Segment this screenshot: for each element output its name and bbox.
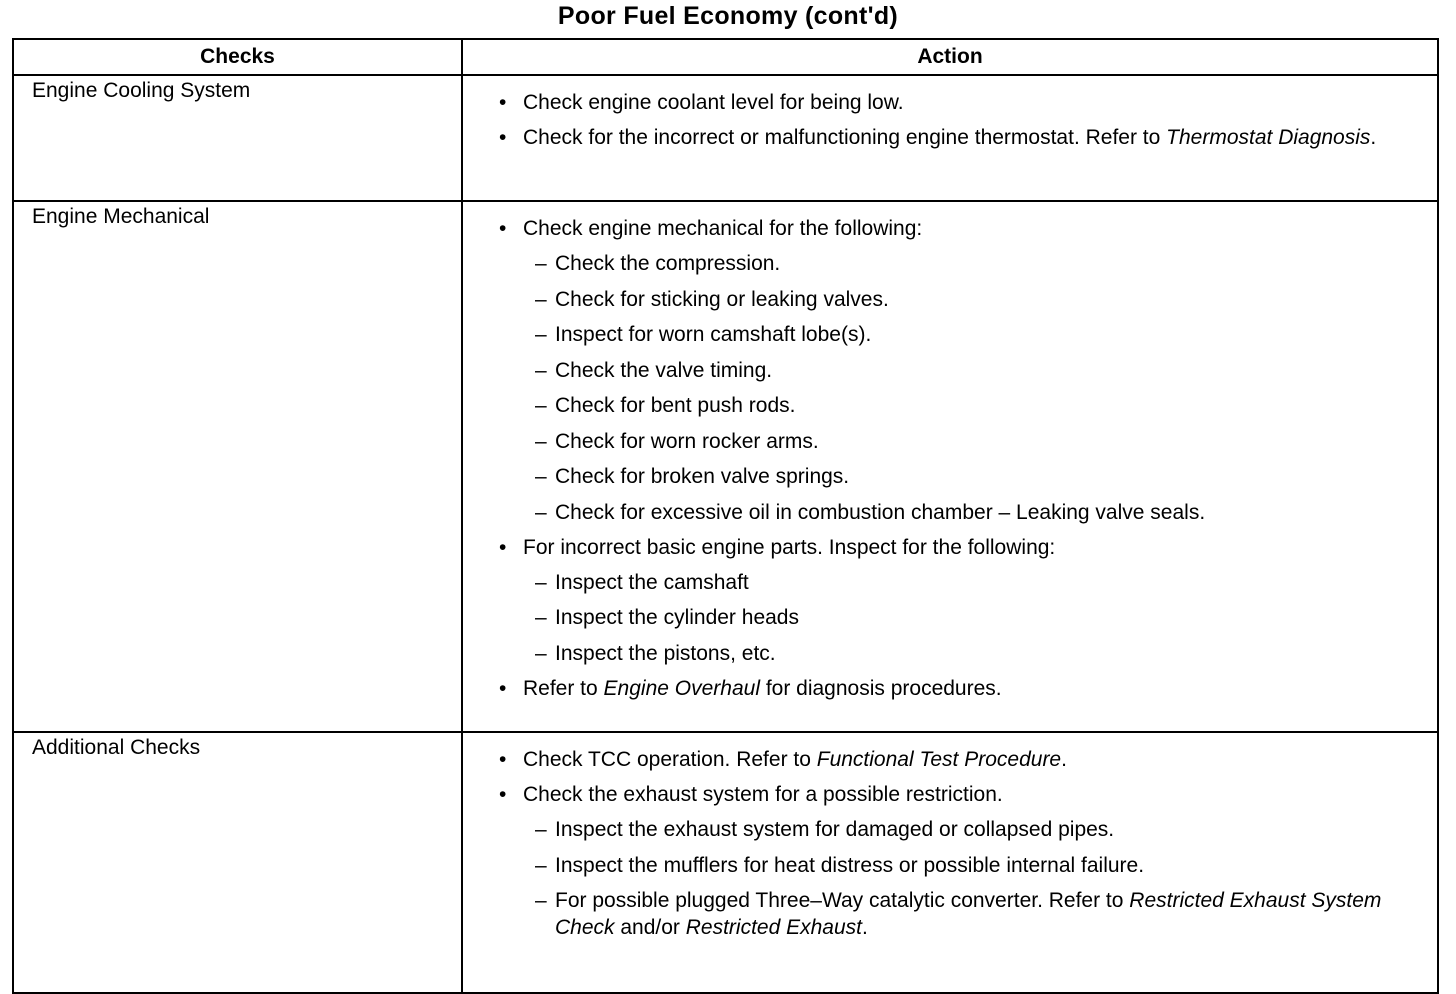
sub-action-item: – Check the compression.	[523, 250, 1429, 277]
action-cell	[462, 732, 1438, 993]
sub-action-item: – Inspect the exhaust system for damaged or collapsed pipes.	[523, 816, 1429, 843]
reference-link-text: Restricted Exhaust System Check	[555, 889, 1382, 939]
sub-action-item: – Check for excessive oil in combustion chamber – Leaking valve seals.	[523, 499, 1429, 526]
sub-action-item: – Inspect the camshaft	[523, 569, 1429, 596]
table-row	[13, 732, 1438, 993]
action-item: • Refer to Engine Overhaul for diagnosis procedures.	[463, 675, 1429, 702]
action-cell	[462, 75, 1438, 201]
sub-action-item: – Inspect for worn camshaft lobe(s).	[523, 321, 1429, 348]
action-item: • For incorrect basic engine parts. Inspect for the following: – Inspect the camshaft – Inspect the cylinder heads – Inspect the pistons, etc.	[463, 534, 1429, 667]
action-item: • Check TCC operation. Refer to Functional Test Procedure.	[463, 746, 1429, 773]
column-header-action: Action	[462, 39, 1438, 75]
reference-link-text: Engine Overhaul	[603, 676, 760, 700]
sub-action-item: – Inspect the pistons, etc.	[523, 640, 1429, 667]
action-list	[463, 89, 1429, 151]
table-header-row	[13, 39, 1438, 75]
reference-link-text: Thermostat Diagnosis	[1166, 126, 1371, 149]
reference-link-text: Functional Test Procedure	[816, 748, 1062, 771]
sub-action-item: – For possible plugged Three–Way catalytic converter. Refer to Restricted Exhaust System Check and/or Restricted Exhaust.	[523, 887, 1429, 941]
action-item: • Check the exhaust system for a possible restriction. – Inspect the exhaust system for damaged or collapsed pipes. – Inspect the mufflers for heat distress or possible internal failure. – For possible plugged Three–Way catalytic converter. Refer to Restricted Exhaust System Check and/or Restricted Exhaust.	[463, 781, 1429, 941]
action-item: • Check for the incorrect or malfunctioning engine thermostat. Refer to Thermostat Diagnosis.	[463, 124, 1429, 151]
check-cell: Engine Mechanical	[13, 201, 462, 732]
sub-action-list	[523, 816, 1429, 941]
diagnosis-table	[12, 38, 1439, 994]
reference-link-text: Restricted Exhaust	[685, 916, 862, 939]
sub-action-item: – Inspect the mufflers for heat distress or possible internal failure.	[523, 852, 1429, 879]
page-title: Poor Fuel Economy (cont'd)	[557, 2, 899, 30]
table-row	[13, 201, 1438, 732]
sub-action-item: – Check for worn rocker arms.	[523, 428, 1429, 455]
column-header-checks: Checks	[13, 39, 462, 75]
action-cell	[462, 201, 1438, 732]
sub-action-list	[523, 569, 1429, 667]
action-item: • Check engine coolant level for being low.	[463, 89, 1429, 116]
sub-action-item: – Inspect the cylinder heads	[523, 604, 1429, 631]
action-list	[463, 746, 1429, 941]
action-item: • Check engine mechanical for the following: – Check the compression. – Check for sticking or leaking valves. – Inspect for worn camshaft lobe(s). – Check the valve timing. – Check for bent push rods. – Check for worn rocker arms. – Check for broken valve springs. – Check for excessive oil in combustion chamber – Leaking valve seals.	[463, 215, 1429, 526]
sub-action-item: – Check for sticking or leaking valves.	[523, 286, 1429, 313]
sub-action-item: – Check for broken valve springs.	[523, 463, 1429, 490]
sub-action-item: – Check for bent push rods.	[523, 392, 1429, 419]
check-cell: Engine Cooling System	[13, 75, 462, 201]
sub-action-item: – Check the valve timing.	[523, 357, 1429, 384]
sub-action-list	[523, 250, 1429, 526]
action-list	[463, 215, 1429, 702]
check-cell: Additional Checks	[13, 732, 462, 993]
table-row	[13, 75, 1438, 201]
